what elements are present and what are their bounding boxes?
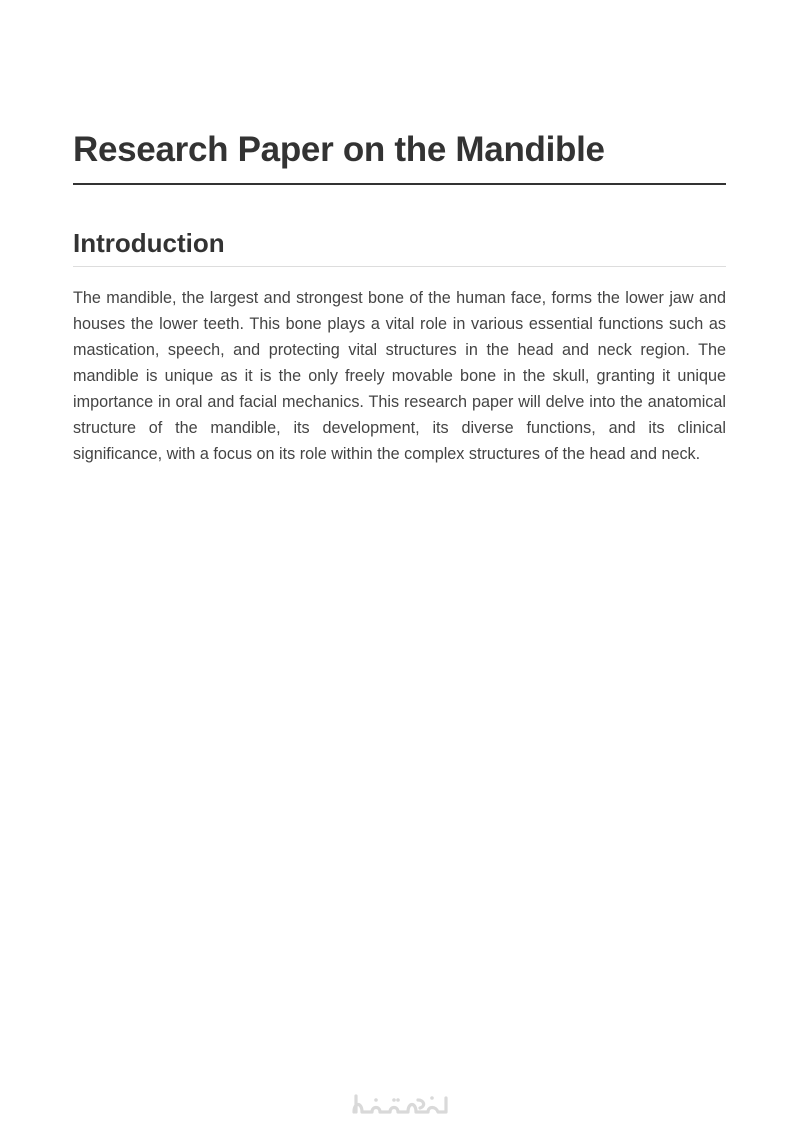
watermark-logo-icon	[350, 1088, 450, 1120]
introduction-paragraph: The mandible, the largest and strongest bone of the human face, forms the lower jaw and houses the lower teeth. This bone plays a vital role in various essential functions such as mastication, speech, and protecting vital structures in the head and neck region. The mandible is unique as it is the only freely movable bone in the skull, granting it unique importance in oral and facial mechanics. This research paper will delve into the anatomical structure of the mandible, its development, its diverse functions, and its clinical significance, with a focus on its role within the complex structures of the head and neck.	[73, 289, 726, 463]
document-page	[73, 0, 726, 1137]
watermark-logo	[350, 1088, 450, 1120]
page-title: Research Paper on the Mandible	[73, 130, 605, 169]
section-divider	[73, 266, 726, 267]
section-heading-introduction: Introduction	[73, 228, 225, 258]
title-divider	[73, 183, 726, 185]
